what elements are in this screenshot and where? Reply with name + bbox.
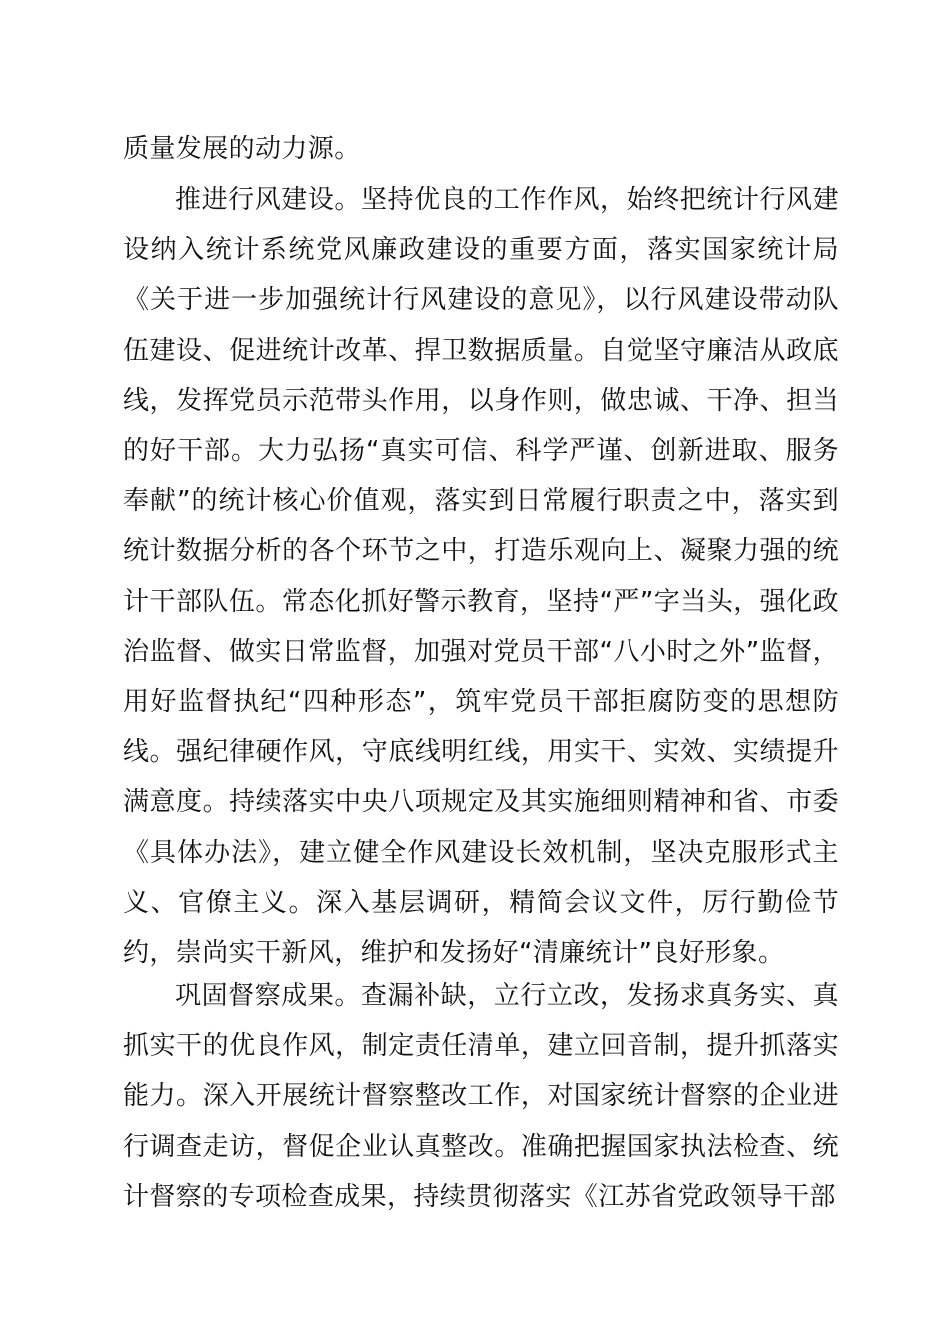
paragraph-style-building: 推进行风建设。坚持优良的工作作风，始终把统计行风建设纳入统计系统党风廉政建设的重要方面，落实国家统计局《关于进一步加强统计行风建设的意见》，以行风建设带动队伍建设、促进统计改革、捍卫数据质量。自觉坚守廉洁从政底线，发挥党员示范带头作用，以身作则，做忠诚、干净、担当的好干部。大力弘扬“真实可信、科学严谨、创新进取、服务奉献”的统计核心价值观，落实到日常履行职责之中，落实到统计数据分析的各个环节之中，打造乐观向上、凝聚力强的统计干部队伍。常态化抓好警示教育，坚持“严”字当头，强化政治监督、做实日常监督，加强对党员干部“八小时之外”监督，用好监督执纪“四种形态”，筑牢党员干部拒腐防变的思想防线。强纪律硬作风，守底线明红线，用实干、实效、实绩提升满意度。持续落实中央八项规定及其实施细则精神和省、市委《具体办法》，建立健全作风建设长效机制，坚决克服形式主义、官僚主义。深入基层调研，精简会议文件，厉行勤俭节约，崇尚实干新风，维护和发扬好“清廉统计”良好形象。 <box>123 185 839 969</box>
paragraph-continuation: 质量发展的动力源。 <box>123 134 361 164</box>
paragraph-inspection-results: 巩固督察成果。查漏补缺，立行立改，发扬求真务实、真抓实干的优良作风，制定责任清单，建立回音制，提升抓落实能力。深入开展统计督察整改工作，对国家统计督察的企业进行调查走访，督促企业认真整改。准确把握国家执法检查、统计督察的专项检查成果，持续贯彻落实《江苏省党政领导干部 <box>123 981 839 1212</box>
